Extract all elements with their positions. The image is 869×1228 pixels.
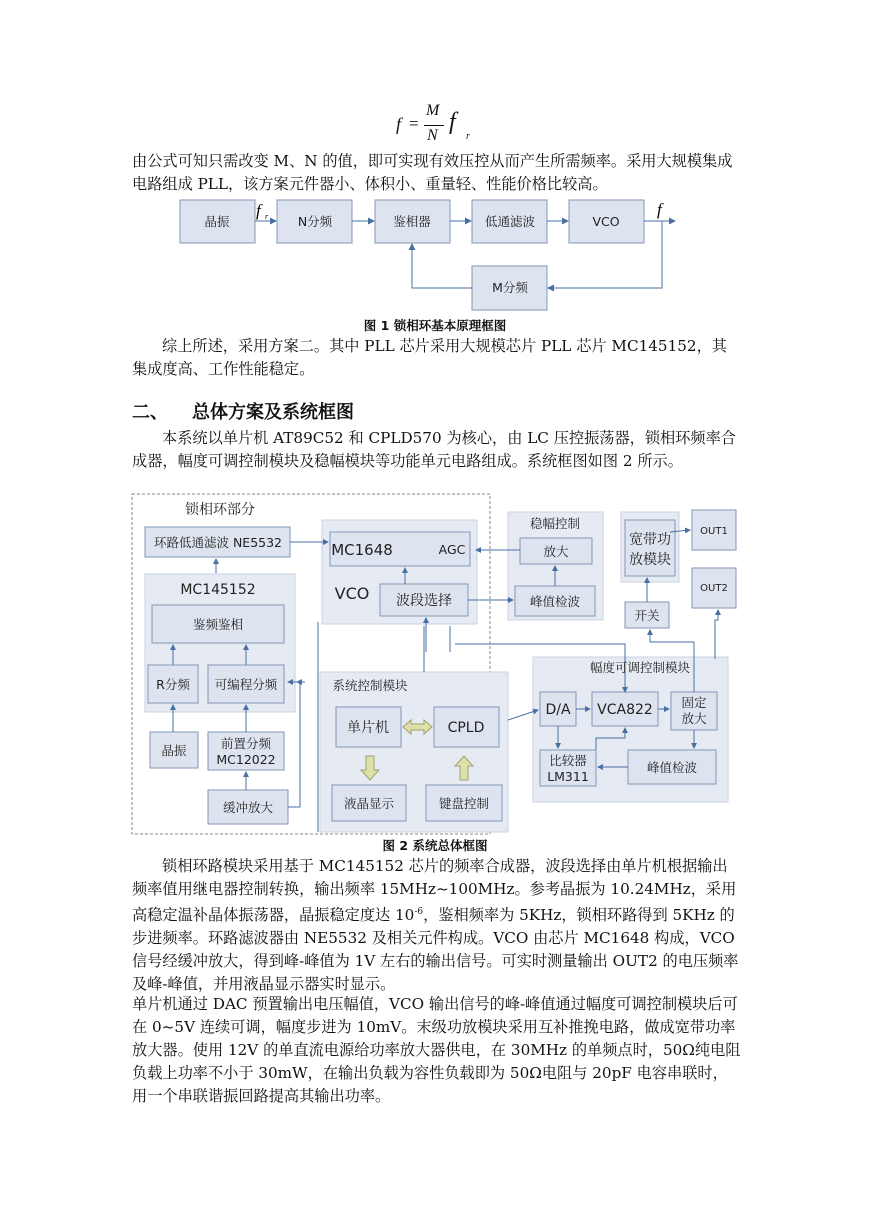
- fig2-prog-div-label: 可编程分频: [214, 677, 278, 692]
- fig2-prescaler-label-1: 前置分频: [220, 736, 272, 751]
- fig1-fr-sub: r: [265, 212, 269, 221]
- fig2-da-label: D/A: [545, 702, 571, 718]
- fig2-lcd-label: 液晶显示: [343, 796, 395, 811]
- fig2-switch-label: 开关: [634, 608, 660, 623]
- paragraph-1: 由公式可知只需改变 M、N 的值，即可实现有效压控从而产生所需频率。采用大规模集成电路组成 PLL，该方案元件器小、体积小、重量轻、性能价格比较高。: [132, 152, 733, 193]
- fig2-prescaler-label-2: MC12022: [216, 752, 276, 767]
- formula-fr: f: [449, 109, 456, 135]
- fig2-loop-filter-label: 环路低通滤波 NE5532: [153, 535, 283, 550]
- paragraph-4b: ，鉴相频率为 5KHz，锁相环路得到 5KHz 的步进频率。环路滤波器由 NE5532 及相关元件构成。VCO 由芯片 MC1648 构成，VCO 信号经缓冲放大，得到峰-峰值为 1V 左右的输出信号。可实时测量输出 OUT2 的电压频率及峰-峰值，并用液晶显示器实时显示。: [132, 906, 739, 994]
- formula-m: M: [426, 102, 440, 119]
- fig1-pd-label: 鉴相器: [393, 214, 431, 229]
- formula-n: N: [427, 127, 438, 144]
- figure-2-diagram: [130, 492, 740, 837]
- figure-1-diagram: [170, 194, 690, 318]
- fig2-mcu-label: 单片机: [347, 720, 389, 736]
- fig2-fixed-label-1: 固定: [681, 695, 707, 710]
- section-2-title: 总体方案及系统框图: [192, 402, 354, 423]
- fig2-sys-group-label: 系统控制模块: [332, 678, 408, 693]
- formula-r-sub: r: [466, 131, 470, 142]
- fig1-crystal-label: 晶振: [204, 214, 230, 229]
- paragraph-4-sup: -6: [414, 907, 424, 917]
- paragraph-5: 单片机通过 DAC 预置输出电压幅值，VCO 输出信号的峰-峰值通过幅度可调控制模块后可在 0~5V 连续可调，幅度步进为 10mV。末级功放模块采用互补推挽电路，做成宽带功率放大器。使用 12V 的单直流电源给功率放大器供电，在 30MHz 的单频点时，50Ω纯电阻负载上功率不小于 30mW，在输出负载为容性负载即为 50Ω电阻与 20pF 电容串联时，用一个串联谐振回路提高其输出功率。: [132, 995, 741, 1105]
- fig2-fixed-label-2: 放大: [681, 711, 707, 726]
- fig2-cpld-label: CPLD: [447, 720, 485, 736]
- fig1-vco-label: VCO: [592, 214, 620, 229]
- fig2-mc145152-label: MC145152: [180, 582, 256, 598]
- fig2-mc1648-label: MC1648: [331, 541, 393, 559]
- fig2-freq-phase-label: 鉴频鉴相: [192, 617, 244, 632]
- fig2-band-select-label: 波段选择: [396, 593, 452, 609]
- formula-eq: =: [409, 114, 419, 133]
- fig2-vco-label: VCO: [334, 584, 370, 603]
- paragraph-4: [132, 855, 742, 996]
- fig2-pll-group-label: 锁相环部分: [185, 502, 255, 518]
- figure-1-caption: 图 1 锁相环基本原理框图: [363, 318, 507, 333]
- fig1-lpf-label: 低通滤波: [484, 214, 536, 229]
- fig2-vca822-label: VCA822: [597, 702, 653, 718]
- paragraph-2: 综上所述，采用方案二。其中 PLL 芯片采用大规模芯片 PLL 芯片 MC145152，其集成度高、工作性能稳定。: [132, 337, 727, 378]
- formula-f: f: [396, 114, 402, 134]
- fig1-f-label: f: [657, 200, 662, 219]
- paragraph-3: 本系统以单片机 AT89C52 和 CPLD570 为核心，由 LC 压控振荡器，锁相环频率合成器，幅度可调控制模块及稳幅模块等功能单元电路组成。系统框图如图 2 所示。: [132, 429, 736, 470]
- paragraph-4a: 锁相环路模块采用基于 MC145152 芯片的频率合成器，波段选择由单片机根据输出频率值用继电器控制转换，输出频率 15MHz~100MHz。参考晶振为 10.24MHz，采用高稳定温补晶体振荡器，晶振稳定度达 10: [132, 857, 737, 925]
- fig1-ndiv-label: N分频: [297, 214, 333, 229]
- formula: [396, 102, 506, 150]
- fig2-buffer-label: 缓冲放大: [222, 800, 274, 815]
- fig2-amp-group-label: 幅度可调控制模块: [589, 660, 691, 675]
- fig2-comparator-label-1: 比较器: [549, 753, 587, 768]
- fig2-peak-det-label: 峰值检波: [529, 594, 581, 609]
- fig2-pa-label-2: 放模块: [629, 552, 671, 568]
- fig2-keyboard-label: 键盘控制: [438, 796, 490, 811]
- formula-bar: [424, 125, 444, 126]
- fig2-amp-label: 放大: [543, 544, 569, 559]
- fig2-stab-group-label: 稳幅控制: [529, 516, 581, 531]
- fig2-crystal-label: 晶振: [161, 743, 187, 758]
- fig2-rdiv-label: R分频: [156, 677, 190, 692]
- section-2-heading: [132, 398, 354, 424]
- fig1-fr-label: f: [256, 201, 261, 220]
- figure-2-caption: 图 2 系统总体框图: [382, 838, 488, 853]
- fig2-agc-label: AGC: [438, 542, 466, 557]
- fig2-peak-det2-label: 峰值检波: [646, 760, 698, 775]
- fig1-mdiv-label: M分频: [492, 280, 528, 295]
- fig2-comparator-label-2: LM311: [547, 769, 589, 784]
- fig2-out2-label: OUT2: [700, 583, 728, 594]
- section-2-number: 二、: [132, 402, 168, 423]
- fig2-out1-label: OUT1: [700, 526, 728, 537]
- fig2-pa-label-1: 宽带功: [629, 532, 671, 548]
